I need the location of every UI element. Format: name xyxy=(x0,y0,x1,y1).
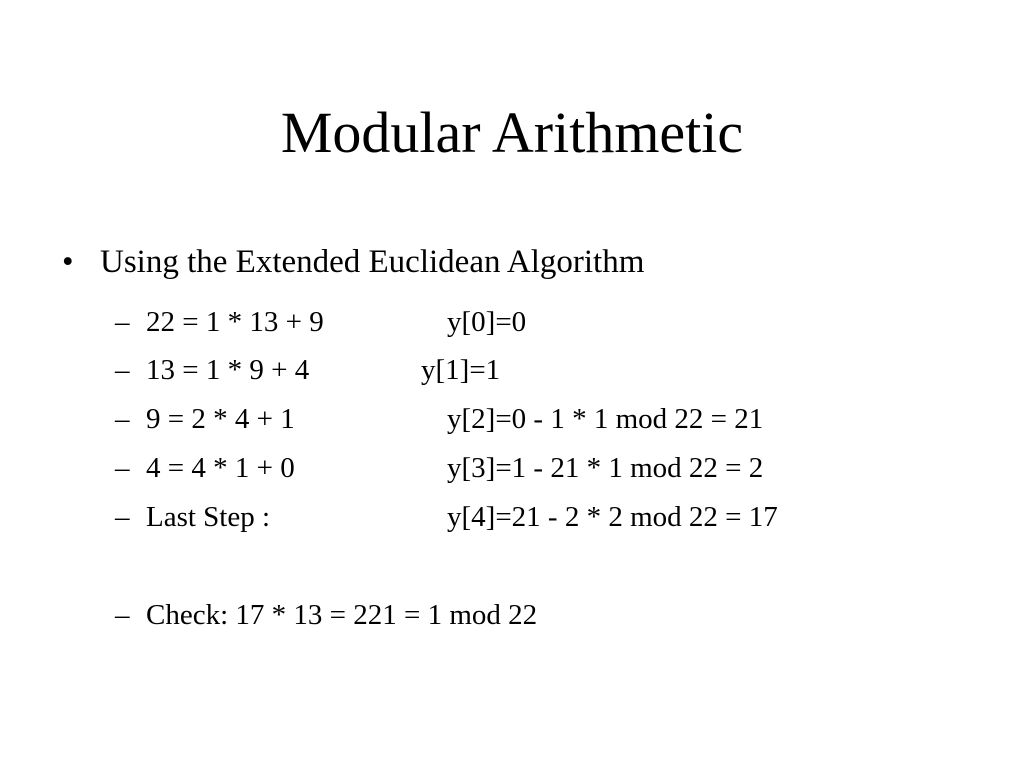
dash-icon: – xyxy=(115,306,130,338)
check-text: Check: 17 * 13 = 221 = 1 mod 22 xyxy=(146,599,538,631)
step-equation: 9 = 2 * 4 + 1 xyxy=(146,403,295,435)
step-equation: 4 = 4 * 1 + 0 xyxy=(146,452,295,484)
step-equation: 13 = 1 * 9 + 4 xyxy=(146,354,310,386)
step-row xyxy=(115,450,915,486)
step-equation: Last Step : xyxy=(146,501,271,533)
step-equation: 22 = 1 * 13 + 9 xyxy=(146,306,324,338)
dash-icon: – xyxy=(115,452,130,484)
step-y-value: y[3]=1 - 21 * 1 mod 22 = 2 xyxy=(447,452,764,484)
slide-title: Modular Arithmetic xyxy=(280,100,744,165)
step-y-value: y[0]=0 xyxy=(447,306,527,338)
check-row xyxy=(115,597,915,633)
step-row xyxy=(115,304,915,340)
dash-icon: – xyxy=(115,354,130,386)
step-row xyxy=(115,401,915,437)
dash-icon: – xyxy=(115,501,130,533)
step-row xyxy=(115,352,915,388)
step-y-value: y[4]=21 - 2 * 2 mod 22 = 17 xyxy=(447,501,778,533)
dash-icon: – xyxy=(115,403,130,435)
step-y-value: y[2]=0 - 1 * 1 mod 22 = 21 xyxy=(447,403,764,435)
step-y-value: y[1]=1 xyxy=(421,354,501,386)
step-row xyxy=(115,499,915,535)
bullet-text: Using the Extended Euclidean Algorithm xyxy=(100,244,645,280)
bullet-icon: • xyxy=(62,244,74,280)
dash-icon: – xyxy=(115,599,130,631)
